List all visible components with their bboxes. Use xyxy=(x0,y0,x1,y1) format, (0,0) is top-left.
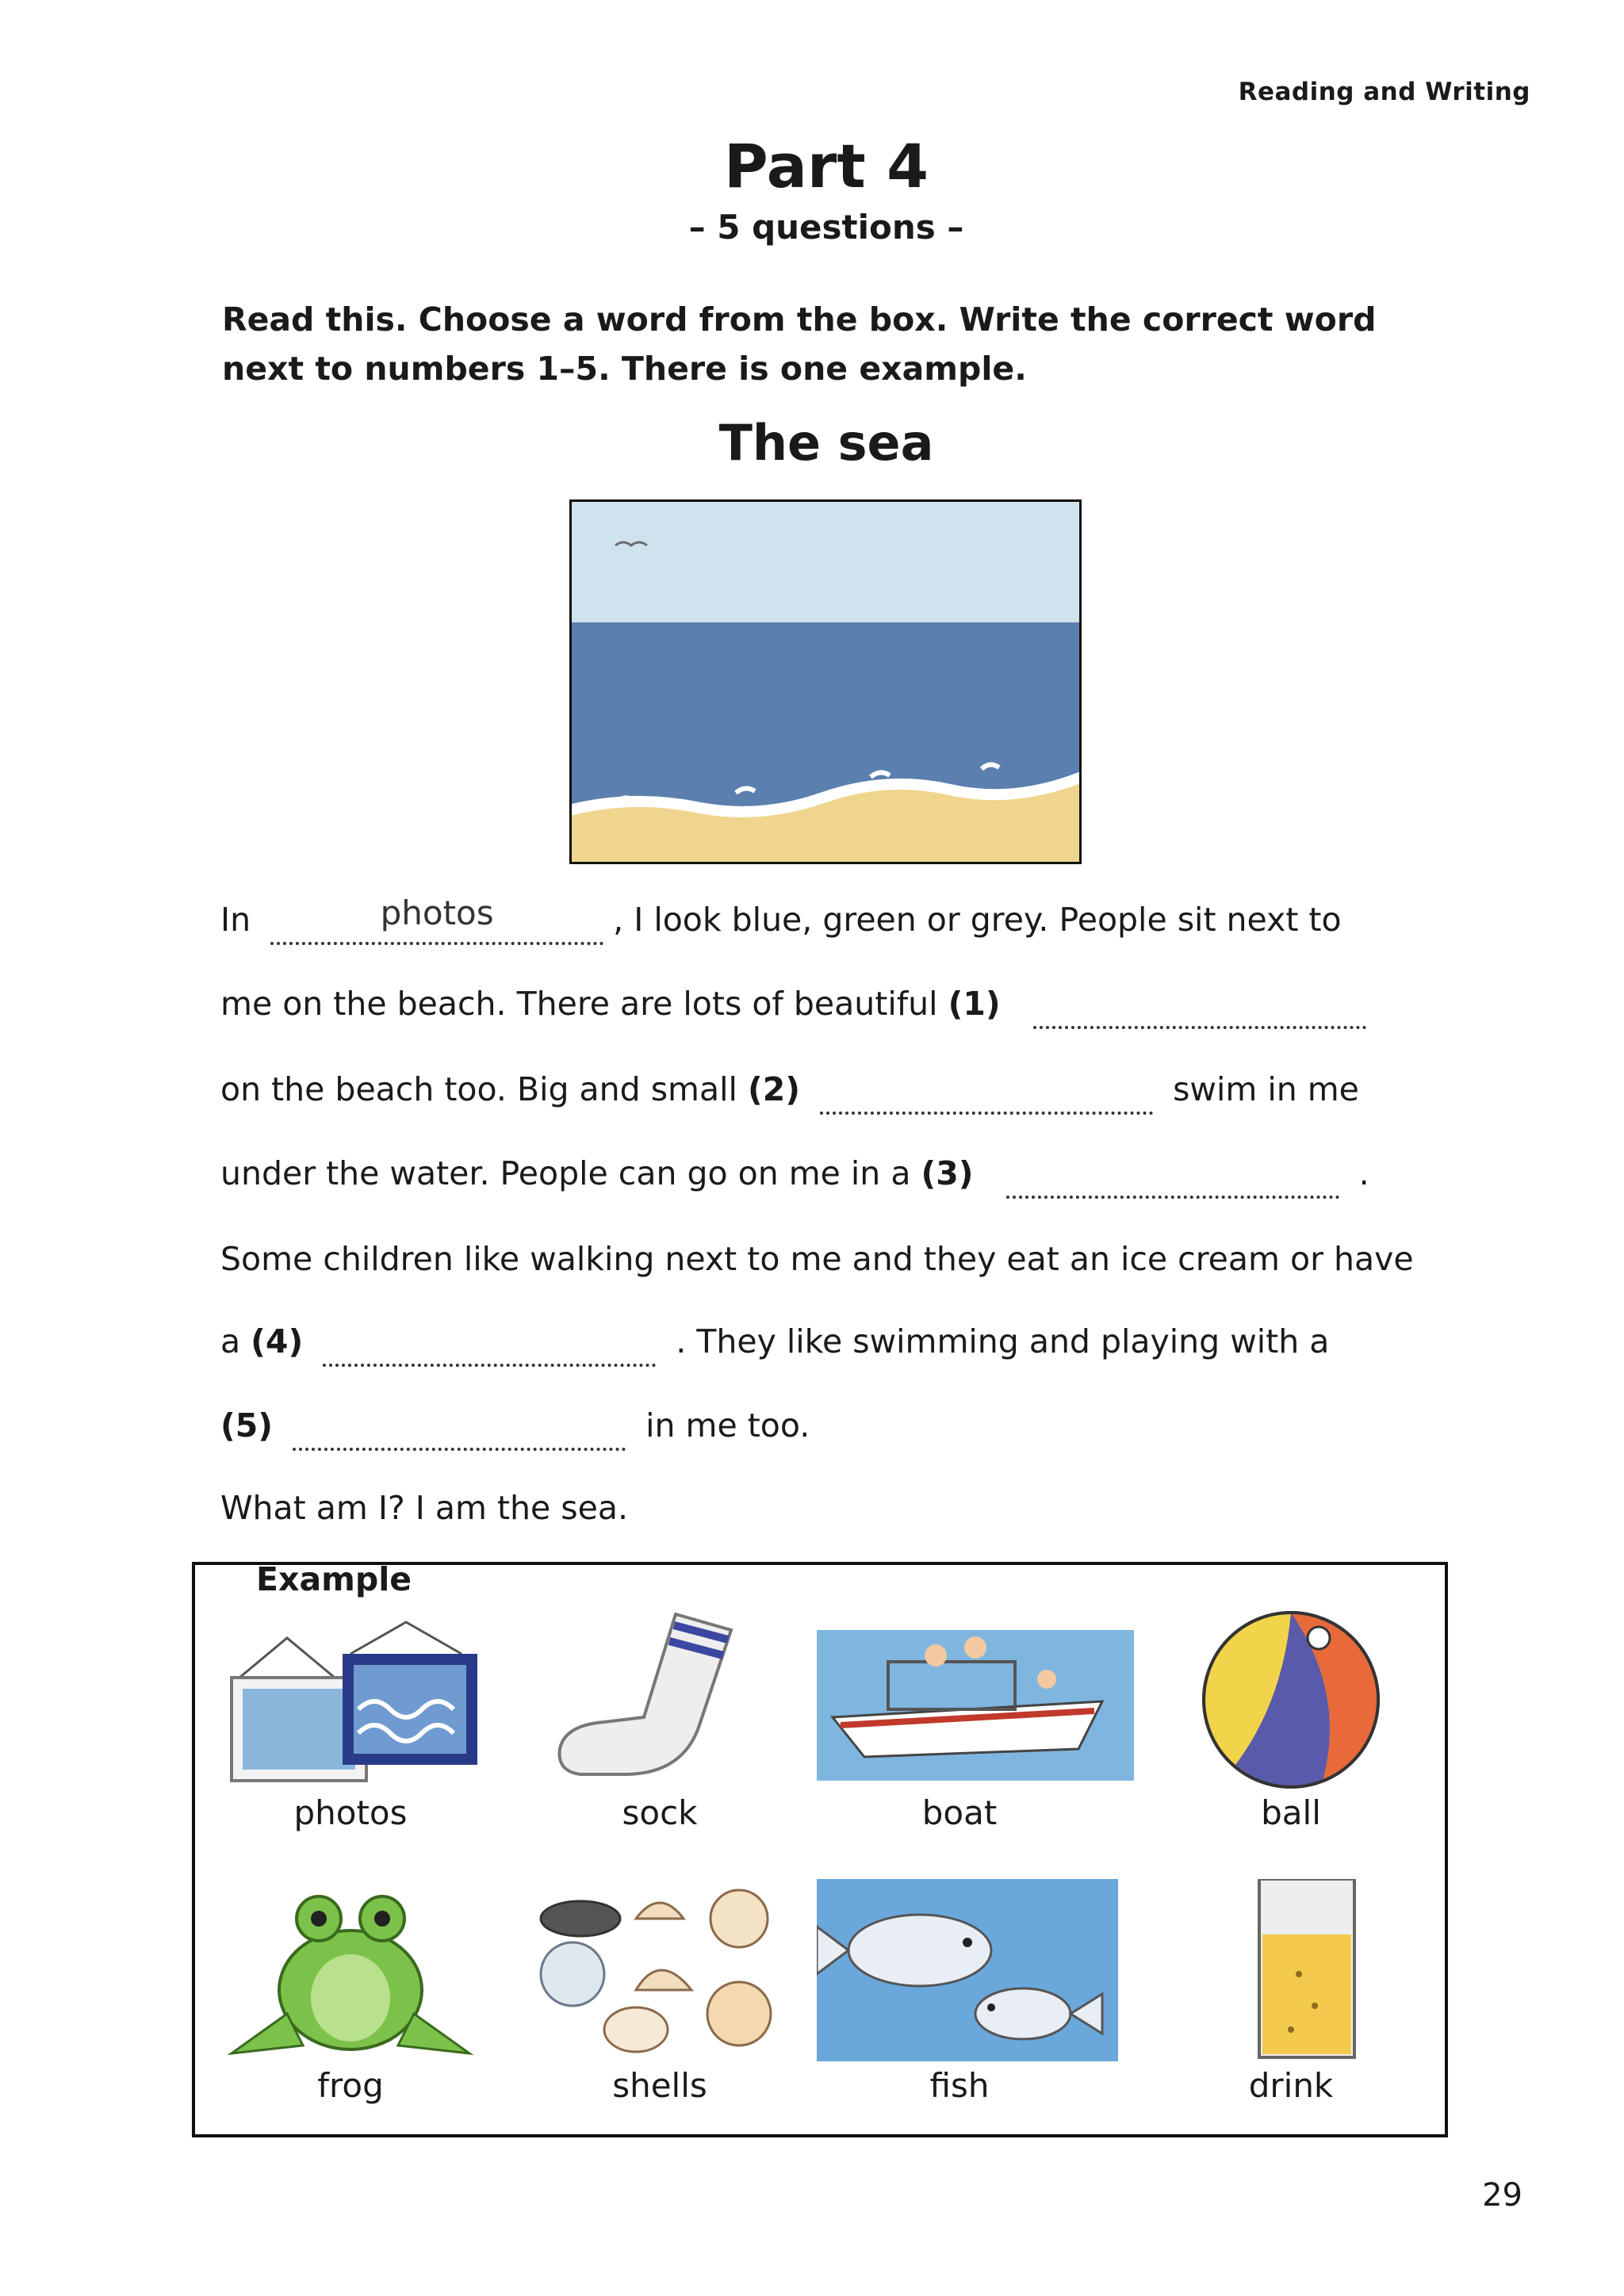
passage-line-0: In photos , I look blue, green or grey. People sit next to xyxy=(220,897,1342,945)
passage-line-3: under the water. People can go on me in a (3) . xyxy=(220,1151,1369,1199)
word-card-boat xyxy=(817,1606,1102,1860)
question-number-2: (2) xyxy=(747,1070,800,1108)
ball-icon xyxy=(1188,1606,1394,1789)
shells-icon xyxy=(525,1879,795,2061)
passage-line-7: What am I? I am the sea. xyxy=(220,1489,629,1527)
question-number-1: (1) xyxy=(948,985,1001,1023)
fish-icon xyxy=(817,1879,1118,2061)
passage-line-1: me on the beach. There are lots of beautiful (1) xyxy=(220,982,1376,1029)
example-answer: photos xyxy=(380,894,494,932)
word-sock: sock xyxy=(622,1793,698,1832)
word-card-sock xyxy=(517,1606,802,1860)
drink-icon xyxy=(1188,1879,1394,2061)
question-number-5: (5) xyxy=(220,1406,274,1445)
answer-blank-1[interactable] xyxy=(1033,994,1366,1029)
question-number-4: (4) xyxy=(251,1322,304,1360)
word-card-frog xyxy=(208,1879,493,2133)
word-frog: frog xyxy=(317,2066,384,2105)
answer-blank-3[interactable] xyxy=(1006,1164,1339,1199)
word-shells: shells xyxy=(612,2066,707,2105)
part-title: Part 4 xyxy=(723,131,929,201)
sock-icon xyxy=(533,1606,787,1789)
part-subtitle: – 5 questions – xyxy=(688,208,964,247)
word-drink: drink xyxy=(1248,2066,1334,2105)
section-header: Reading and Writing xyxy=(1238,78,1530,106)
page-number: 29 xyxy=(1482,2177,1522,2214)
word-boat: boat xyxy=(921,1793,998,1832)
boat-icon xyxy=(817,1606,1134,1789)
word-card-photos xyxy=(208,1606,493,1860)
answer-blank-4[interactable] xyxy=(323,1332,656,1367)
word-card-ball xyxy=(1148,1606,1434,1860)
answer-blank-2[interactable] xyxy=(820,1080,1153,1115)
word-card-drink xyxy=(1148,1879,1434,2133)
passage-line-5: a (4) . They like swimming and playing with a xyxy=(220,1319,1329,1367)
passage-title: The sea xyxy=(718,414,934,472)
passage-line-6: (5) in me too. xyxy=(220,1403,810,1451)
example-blank xyxy=(270,894,603,945)
answer-blank-5[interactable] xyxy=(293,1416,626,1451)
passage-line-4: Some children like walking next to me and they eat an ice cream or have xyxy=(220,1240,1414,1278)
word-card-fish xyxy=(817,1879,1102,2133)
word-fish: fish xyxy=(929,2066,990,2105)
passage-line-2: on the beach too. Big and small (2) swim in me xyxy=(220,1067,1359,1115)
word-photos: photos xyxy=(293,1793,408,1832)
photos-icon xyxy=(216,1606,485,1789)
word-ball: ball xyxy=(1261,1793,1321,1832)
example-label: Example xyxy=(256,1560,412,1598)
frog-icon xyxy=(216,1879,485,2061)
question-number-3: (3) xyxy=(921,1154,974,1192)
sea-picture xyxy=(569,499,1082,864)
instructions: Read this. Choose a word from the box. Write the correct word next to numbers 1–5. There is one example. xyxy=(222,300,1377,388)
word-card-shells xyxy=(517,1879,802,2133)
